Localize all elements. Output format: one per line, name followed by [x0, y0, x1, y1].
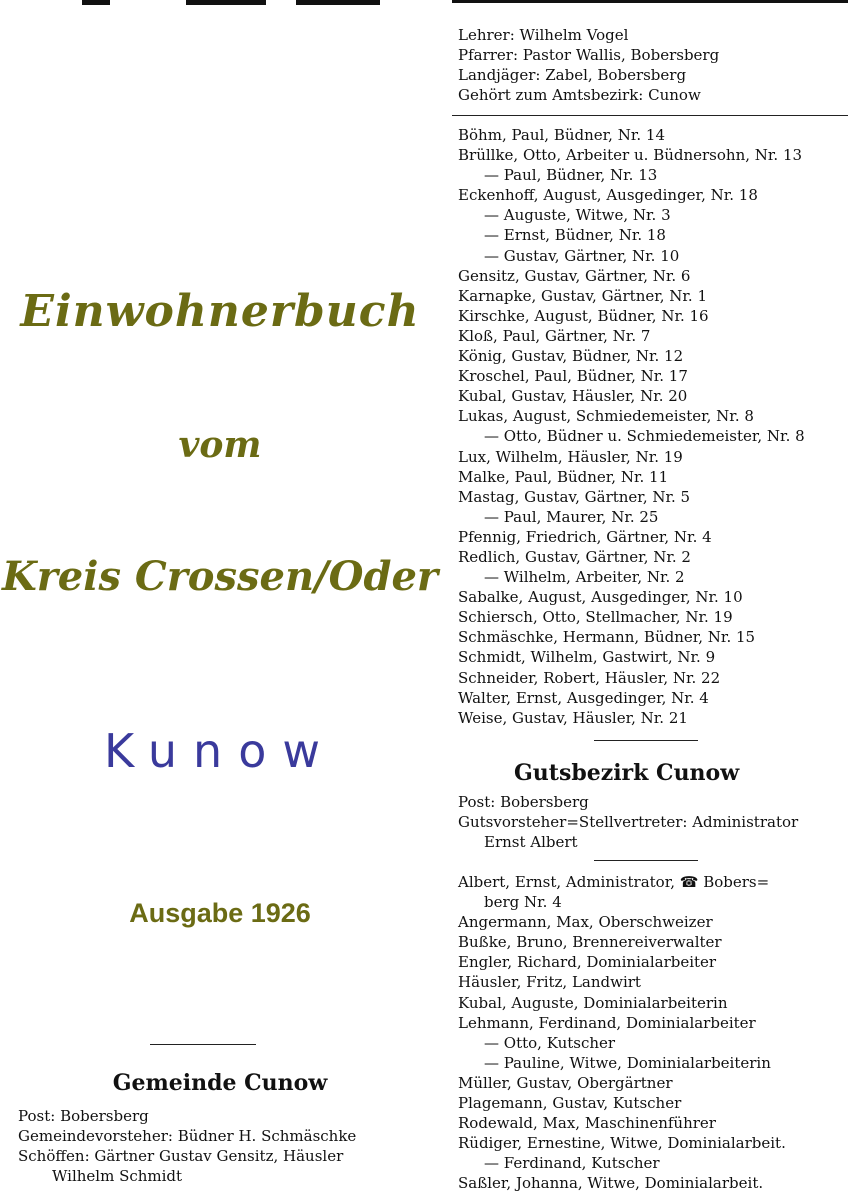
cover-vom: vom: [178, 424, 262, 466]
resident-entry-26: Schmidt, Wilhelm, Gastwirt, Nr. 9: [458, 648, 716, 667]
residents-list: [458, 125, 805, 728]
gemeinde-heading: Gemeinde Cunow: [112, 1070, 328, 1096]
resident-entry-28: Walter, Ernst, Ausgedinger, Nr. 4: [458, 688, 709, 707]
resident-entry-21: Redlich, Gustav, Gärtner, Nr. 2: [458, 547, 691, 566]
resident-entry-10: Kloß, Paul, Gärtner, Nr. 7: [458, 326, 651, 345]
resident-entry-4: — Auguste, Witwe, Nr. 3: [484, 206, 671, 225]
gutsbezirk-resident-6: Kubal, Auguste, Dominialarbeiterin: [458, 993, 728, 1012]
officials-divider: [452, 115, 848, 116]
resident-entry-23: Sabalke, August, Ausgedinger, Nr. 10: [458, 588, 743, 607]
resident-entry-17: Malke, Paul, Büdner, Nr. 11: [458, 467, 669, 486]
cover-place: Kunow: [104, 724, 336, 778]
gutsbezirk-resident-8: — Otto, Kutscher: [484, 1033, 616, 1052]
gutsbezirk-resident-15: Saßler, Johanna, Witwe, Dominialarbeit.: [458, 1174, 764, 1193]
gutsbezirk-heading: Gutsbezirk Cunow: [514, 760, 740, 786]
gutsbezirk-resident-13: Rüdiger, Ernestine, Witwe, Dominialarbeit.: [458, 1134, 786, 1153]
resident-entry-15: — Otto, Büdner u. Schmiedemeister, Nr. 8: [484, 427, 805, 446]
officials-list: [458, 25, 719, 105]
cover-edition: Ausgabe 1926: [129, 898, 311, 928]
gemeinde-info: [18, 1106, 356, 1186]
resident-entry-13: Kubal, Gustav, Häusler, Nr. 20: [458, 387, 688, 406]
gutsbezirk-resident-11: Plagemann, Gustav, Kutscher: [458, 1094, 682, 1113]
gutsbezirk-resident-14: — Ferdinand, Kutscher: [484, 1154, 660, 1173]
gutsbezirk-resident-1: berg Nr. 4: [484, 893, 562, 912]
gutsbezirk-vorsteher: Gutsvorsteher=Stellvertreter: Administrator: [458, 813, 799, 832]
gutsbezirk-resident-2: Angermann, Max, Oberschweizer: [458, 913, 713, 932]
resident-entry-0: Böhm, Paul, Büdner, Nr. 14: [458, 126, 665, 144]
gemeinde-schoeffen-cont: Wilhelm Schmidt: [52, 1167, 183, 1186]
resident-entry-6: — Gustav, Gärtner, Nr. 10: [484, 246, 680, 265]
gutsbezirk-resident-4: Engler, Richard, Dominialarbeiter: [458, 953, 717, 972]
gutsbezirk-divider: [594, 740, 698, 741]
resident-entry-5: — Ernst, Büdner, Nr. 18: [484, 226, 666, 245]
resident-entry-7: Gensitz, Gustav, Gärtner, Nr. 6: [458, 266, 691, 285]
resident-entry-20: Pfennig, Friedrich, Gärtner, Nr. 4: [458, 527, 712, 546]
resident-entry-8: Karnapke, Gustav, Gärtner, Nr. 1: [458, 286, 708, 305]
gutsbezirk-residents-list: [458, 872, 786, 1194]
official-lehrer: Lehrer: Wilhelm Vogel: [458, 26, 629, 44]
cover-kreis: Kreis Crossen/Oder: [1, 553, 439, 600]
resident-entry-25: Schmäschke, Hermann, Büdner, Nr. 15: [458, 628, 756, 647]
gutsbezirk-info: [458, 792, 798, 852]
resident-entry-18: Mastag, Gustav, Gärtner, Nr. 5: [458, 487, 691, 506]
gemeinde-vorsteher: Gemeindevorsteher: Büdner H. Schmäschke: [18, 1127, 357, 1146]
resident-entry-14: Lukas, August, Schmiedemeister, Nr. 8: [458, 407, 754, 426]
official-pfarrer: Pfarrer: Pastor Wallis, Bobersberg: [458, 46, 720, 65]
gemeinde-post: Post: Bobersberg: [18, 1107, 149, 1125]
resident-entry-22: — Wilhelm, Arbeiter, Nr. 2: [484, 568, 685, 587]
resident-entry-16: Lux, Wilhelm, Häusler, Nr. 19: [458, 447, 683, 466]
cover-title: Einwohnerbuch: [20, 286, 420, 337]
right-column: [452, 0, 848, 1200]
gemeinde-divider: [150, 1044, 256, 1045]
gutsbezirk-resident-7: Lehmann, Ferdinand, Dominialarbeiter: [458, 1013, 756, 1032]
resident-entry-11: König, Gustav, Büdner, Nr. 12: [458, 347, 684, 366]
resident-entry-12: Kroschel, Paul, Büdner, Nr. 17: [458, 367, 688, 386]
gemeinde-schoeffen: Schöffen: Gärtner Gustav Gensitz, Häusler: [18, 1147, 344, 1166]
official-amtsbezirk: Gehört zum Amtsbezirk: Cunow: [458, 86, 701, 105]
gutsbezirk-resident-12: Rodewald, Max, Maschinenführer: [458, 1114, 716, 1133]
gutsbezirk-post: Post: Bobersberg: [458, 793, 589, 811]
gutsbezirk-resident-9: — Pauline, Witwe, Dominialarbeiterin: [484, 1053, 771, 1072]
official-landjaeger: Landjäger: Zabel, Bobersberg: [458, 66, 687, 85]
gutsbezirk-info-divider: [594, 860, 698, 861]
resident-entry-3: Eckenhoff, August, Ausgedinger, Nr. 18: [458, 186, 758, 205]
resident-entry-29: Weise, Gustav, Häusler, Nr. 21: [458, 708, 688, 727]
gutsbezirk-resident-10: Müller, Gustav, Obergärtner: [458, 1073, 673, 1092]
resident-entry-9: Kirschke, August, Büdner, Nr. 16: [458, 306, 709, 325]
resident-entry-1: Brüllke, Otto, Arbeiter u. Büdnersohn, Nr. 13: [458, 146, 803, 165]
gutsbezirk-resident-3: Bußke, Bruno, Brennereiverwalter: [458, 933, 722, 952]
gutsbezirk-resident-5: Häusler, Fritz, Landwirt: [458, 973, 641, 992]
resident-entry-24: Schiersch, Otto, Stellmacher, Nr. 19: [458, 608, 733, 627]
resident-entry-19: — Paul, Maurer, Nr. 25: [484, 507, 659, 526]
resident-entry-2: — Paul, Büdner, Nr. 13: [484, 166, 658, 185]
resident-entry-27: Schneider, Robert, Häusler, Nr. 22: [458, 668, 721, 687]
gutsbezirk-resident-0: Albert, Ernst, Administrator, ☎ Bobers=: [458, 873, 770, 891]
gutsbezirk-vorsteher-name: Ernst Albert: [484, 833, 578, 852]
